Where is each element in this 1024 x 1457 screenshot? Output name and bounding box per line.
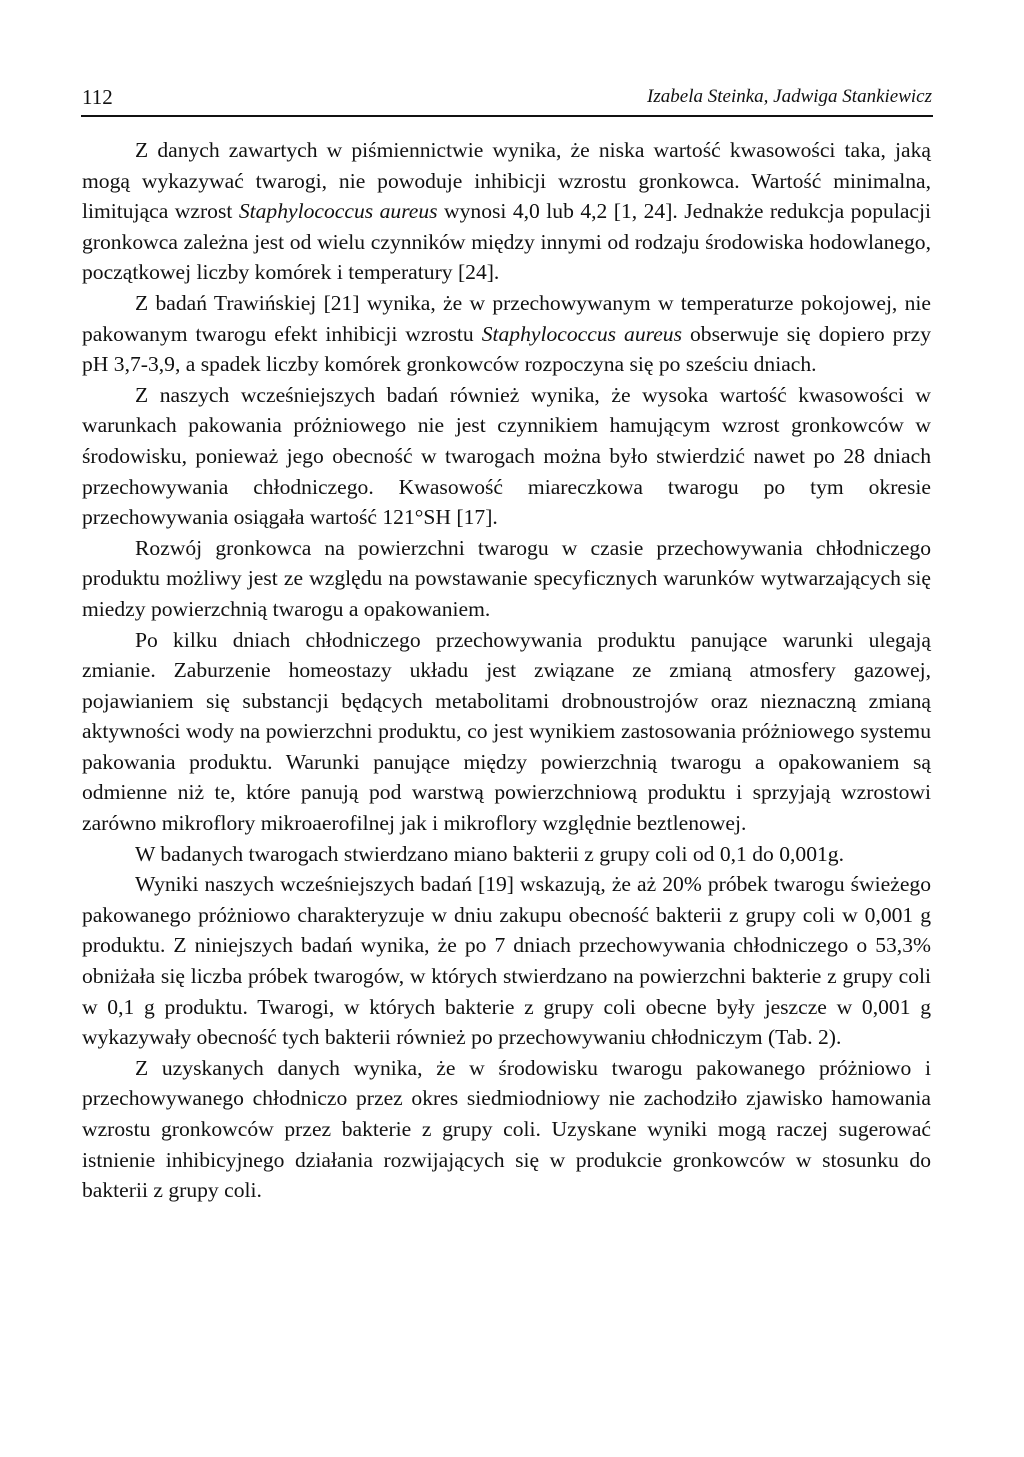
- paragraph-1: [82, 135, 931, 288]
- paragraph-2: [82, 288, 931, 380]
- paragraph-1-part-c: wynosi 4,0 lub 4,2 [1, 24]. Jednakże redukcja populacji gronkowca zależna jest od wielu czynników między innymi od rodzaju środowiska hodowlanego, początkowej liczby komórek i temperatury [24].: [82, 199, 931, 285]
- paragraph-5: Po kilku dniach chłodniczego przechowywania produktu panujące warunki ulegają zmianie. Zaburzenie homeostazy układu jest związane ze zmianą atmosfery gazowej, pojawianiem się substancji będących metabolitami drobnoustrojów oraz nieznaczną zmianą aktywności wody na powierzchni produktu, co jest wynikiem zastosowania próżniowego systemu pakowania produktu. Warunki panujące między powierzchnią twarogu a opakowaniem są odmienne niż te, które panują pod warstwą powierzchniową produktu i sprzyjają wzrostowi zarówno mikroflory mikroaerofilnej jak i mikroflory względnie beztlenowej.: [82, 627, 931, 836]
- paragraph-2-part-c: obserwuje się dopiero przy pH 3,7-3,9, a spadek liczby komórek gronkowców rozpoczyna się po sześciu dniach.: [82, 321, 931, 377]
- species-name: Staphylococcus aureus: [238, 199, 438, 224]
- species-name: Staphylococcus aureus: [481, 321, 682, 346]
- paragraph-6: W badanych twarogach stwierdzano miano bakterii z grupy coli od 0,1 do 0,001g.: [135, 841, 844, 866]
- running-head-authors: Izabela Steinka, Jadwiga Stankiewicz: [647, 86, 932, 107]
- running-head: [81, 82, 933, 117]
- paragraph-2-part-a: Z badań Trawińskiej [21] wynika, że w przechowywanym w temperaturze pokojowej, nie pakowanym twarogu efekt inhibicji wzrostu: [82, 290, 931, 346]
- paragraph-1-part-a: Z danych zawartych w piśmiennictwie wynika, że niska wartość kwasowości taka, jaką mogą wykazywać twarogi, nie powoduje inhibicji wzrostu gronkowca. Wartość minimalna, limitująca wzrost: [82, 138, 931, 224]
- body-text: [82, 135, 931, 1206]
- paragraph-4: Rozwój gronkowca na powierzchni twarogu w czasie przechowywania chłodniczego produktu możliwy jest ze względu na powstawanie specyficznych warunków wytwarzających się miedzy powierzchnią twarogu a opakowaniem.: [82, 535, 931, 621]
- paragraph-3: Z naszych wcześniejszych badań również wynika, że wysoka wartość kwasowości w warunkach pakowania próżniowego nie jest czynnikiem hamującym wzrost gronkowców w środowisku, ponieważ jego obecność w twarogach można było stwierdzić nawet po 28 dniach przechowywania chłodniczego. Kwasowość miareczkowa twarogu po tym okresie przechowywania osiągała wartość 121°SH [17].: [82, 382, 931, 530]
- page-number: 112: [82, 85, 113, 109]
- paragraph-7: Wyniki naszych wcześniejszych badań [19] wskazują, że aż 20% próbek twarogu świeżego pakowanego próżniowo charakteryzuje w dniu zakupu obecność bakterii z grupy coli w 0,001 g produktu. Z niniejszych badań wynika, że po 7 dniach przechowywania chłodniczego o 53,3% obniżała się liczba próbek twarogów, w których stwierdzano na powierzchni bakterie z grupy coli w 0,1 g produktu. Twarogi, w których bakterie z grupy coli obecne były jeszcze w 0,001 g wykazywały obecność tych bakterii również po przechowywaniu chłodniczym (Tab. 2).: [82, 872, 931, 1050]
- paragraph-8: Z uzyskanych danych wynika, że w środowisku twarogu pakowanego próżniowo i przechowywanego chłodniczo przez okres siedmiodniowy nie zachodziło zjawisko hamowania wzrostu gronkowców przez bakterie z grupy coli. Uzyskane wyniki mogą raczej sugerować istnienie inhibicyjnego działania rozwijających się w produkcie gronkowców w stosunku do bakterii z grupy coli.: [82, 1055, 931, 1203]
- page: [81, 82, 933, 1206]
